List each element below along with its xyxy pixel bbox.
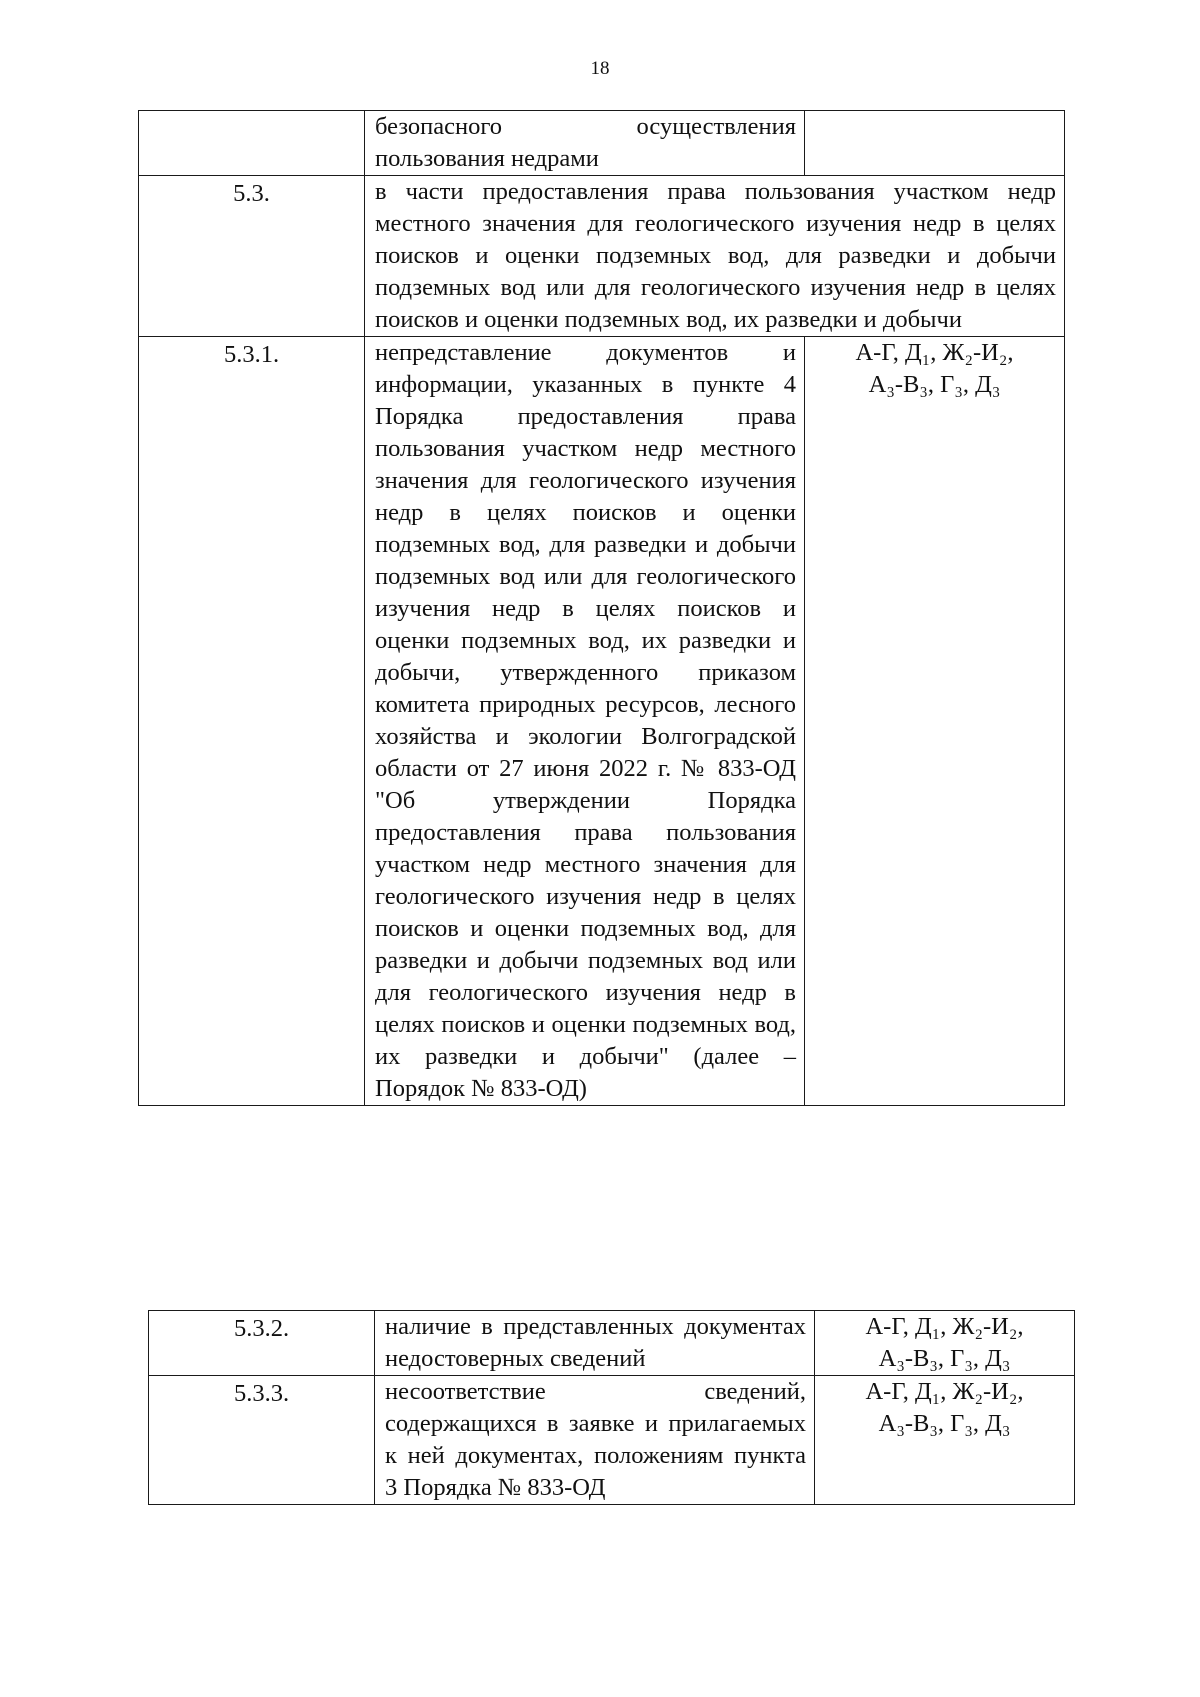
- row-text-cell: непредставление документов и информации, указанных в пункте 4 Порядка предоставления права пользования участком недр местного значения для геологического изучения недр в целях поисков и оценки подземных вод, для разведки и добычи подземных вод или для геологического изучения недр в целях поисков и оценки подземных вод, их разведки и добычи, утвержденного приказом комитета природных ресурсов, лесного хозяйства и экологии Волгоградской области от 27 июня 2022 г. № 833-ОД "Об утверждении Порядка предоставления права пользования участком недр местного значения для геологического изучения недр в целях поисков и оценки подземных вод, для разведки и добычи подземных вод или для геологического изучения недр в целях поисков и оценки подземных вод, их разведки и добычи" (далее – Порядок № 833-ОД): [365, 337, 805, 1106]
- row-number-cell: 5.3.3.: [149, 1376, 375, 1505]
- row-text-cell: безопасного осуществления пользования недрами: [365, 111, 805, 176]
- table-row: [149, 1311, 1075, 1376]
- row-number-cell: [139, 111, 365, 176]
- row-number-cell: 5.3.2.: [149, 1311, 375, 1376]
- category-line: А-Г, Д₁, Ж₂-И₂,: [865, 1313, 1024, 1340]
- table-row: [139, 337, 1065, 1106]
- row-number-cell: 5.3.: [139, 176, 365, 337]
- section-heading-cell: в части предоставления права пользования участком недр местного значения для геологического изучения недр в целях поисков и оценки подземных вод, для разведки и добычи подземных вод или для геологического изучения недр в целях поисков и оценки подземных вод, их разведки и добычи: [365, 176, 1065, 337]
- row-category-cell: [815, 1376, 1075, 1505]
- category-line: А₃-В₃, Г₃, Д₃: [878, 1410, 1011, 1437]
- category-line: А-Г, Д₁, Ж₂-И₂,: [865, 1378, 1024, 1405]
- row-category-cell: [805, 337, 1065, 1106]
- table-row: [149, 1376, 1075, 1505]
- table-row: [139, 176, 1065, 337]
- row-text-cell: наличие в представленных документах недостоверных сведений: [375, 1311, 815, 1376]
- category-line: А-Г, Д₁, Ж₂-И₂,: [855, 339, 1014, 366]
- category-line: А₃-В₃, Г₃, Д₃: [868, 371, 1001, 398]
- category-line: А₃-В₃, Г₃, Д₃: [878, 1345, 1011, 1372]
- row-text-cell: несоответствие сведений, содержащихся в заявке и прилагаемых к ней документах, положениям пункта 3 Порядка № 833-ОД: [375, 1376, 815, 1505]
- requirements-table-continued: [148, 1310, 1075, 1505]
- row-category-cell: [815, 1311, 1075, 1376]
- page-number: 18: [590, 58, 610, 79]
- row-number-cell: 5.3.1.: [139, 337, 365, 1106]
- requirements-table: [138, 110, 1065, 1106]
- row-category-cell: [805, 111, 1065, 176]
- table-row: [139, 111, 1065, 176]
